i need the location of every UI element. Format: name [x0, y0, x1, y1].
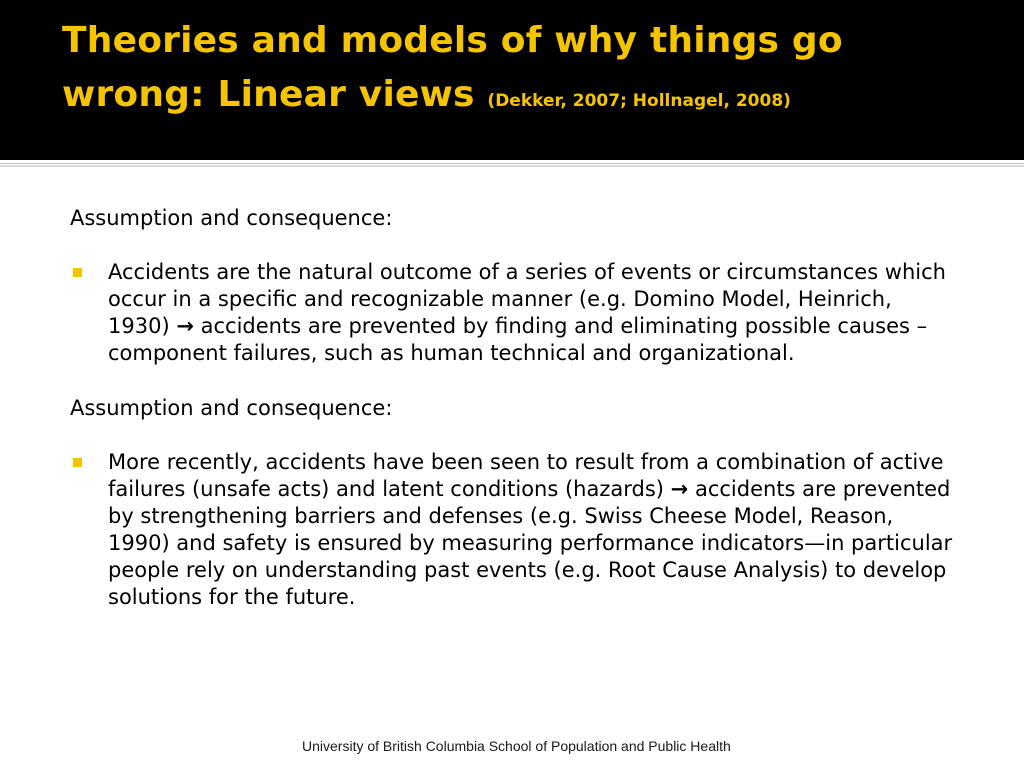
- right-arrow-icon: →: [670, 477, 689, 501]
- bullet-square-icon: [73, 268, 82, 277]
- bullet-item-1: [70, 259, 960, 367]
- section-heading-2: Assumption and consequence:: [70, 396, 393, 420]
- bullet-text-1-before-arrow: Accidents are the natural outcome of a series of events or circumstances which occur in a specific and recognizable manner (e.g. Domino Model, Heinrich, 1930): [108, 260, 946, 338]
- slide-body: [70, 205, 960, 639]
- title-divider-line: [0, 163, 1024, 164]
- bullet-text-2-after-arrow: accidents are prevented by strengthening barriers and defenses (e.g. Swiss Cheese Model, Reason, 1990) and safety is ensured by measuring performance indicators—in particular people rely on understanding past events (e.g. Root Cause Analysis) to develop solutions for the future.: [108, 477, 953, 609]
- bullet-square-icon: [73, 458, 82, 467]
- section-heading-1: Assumption and consequence:: [70, 206, 393, 230]
- bullet-item-2: [70, 449, 960, 611]
- bullet-text-1-after-arrow: accidents are prevented by finding and eliminating possible causes – component failures, such as human technical and organizational.: [108, 314, 928, 365]
- slide-title-citation: (Dekker, 2007; Hollnagel, 2008): [487, 91, 791, 111]
- title-divider-shadow: [0, 165, 1024, 167]
- slide-footer: University of British Columbia School of Population and Public Health: [302, 738, 731, 754]
- slide-title-main: Theories and models of why things go wrong: Linear views: [62, 20, 843, 115]
- bullet-text-2-before-arrow: More recently, accidents have been seen to result from a combination of active failures (unsafe acts) and latent conditions (hazards): [108, 450, 944, 501]
- slide-title: [62, 14, 982, 128]
- title-bar: [0, 0, 1024, 160]
- right-arrow-icon: →: [176, 314, 194, 338]
